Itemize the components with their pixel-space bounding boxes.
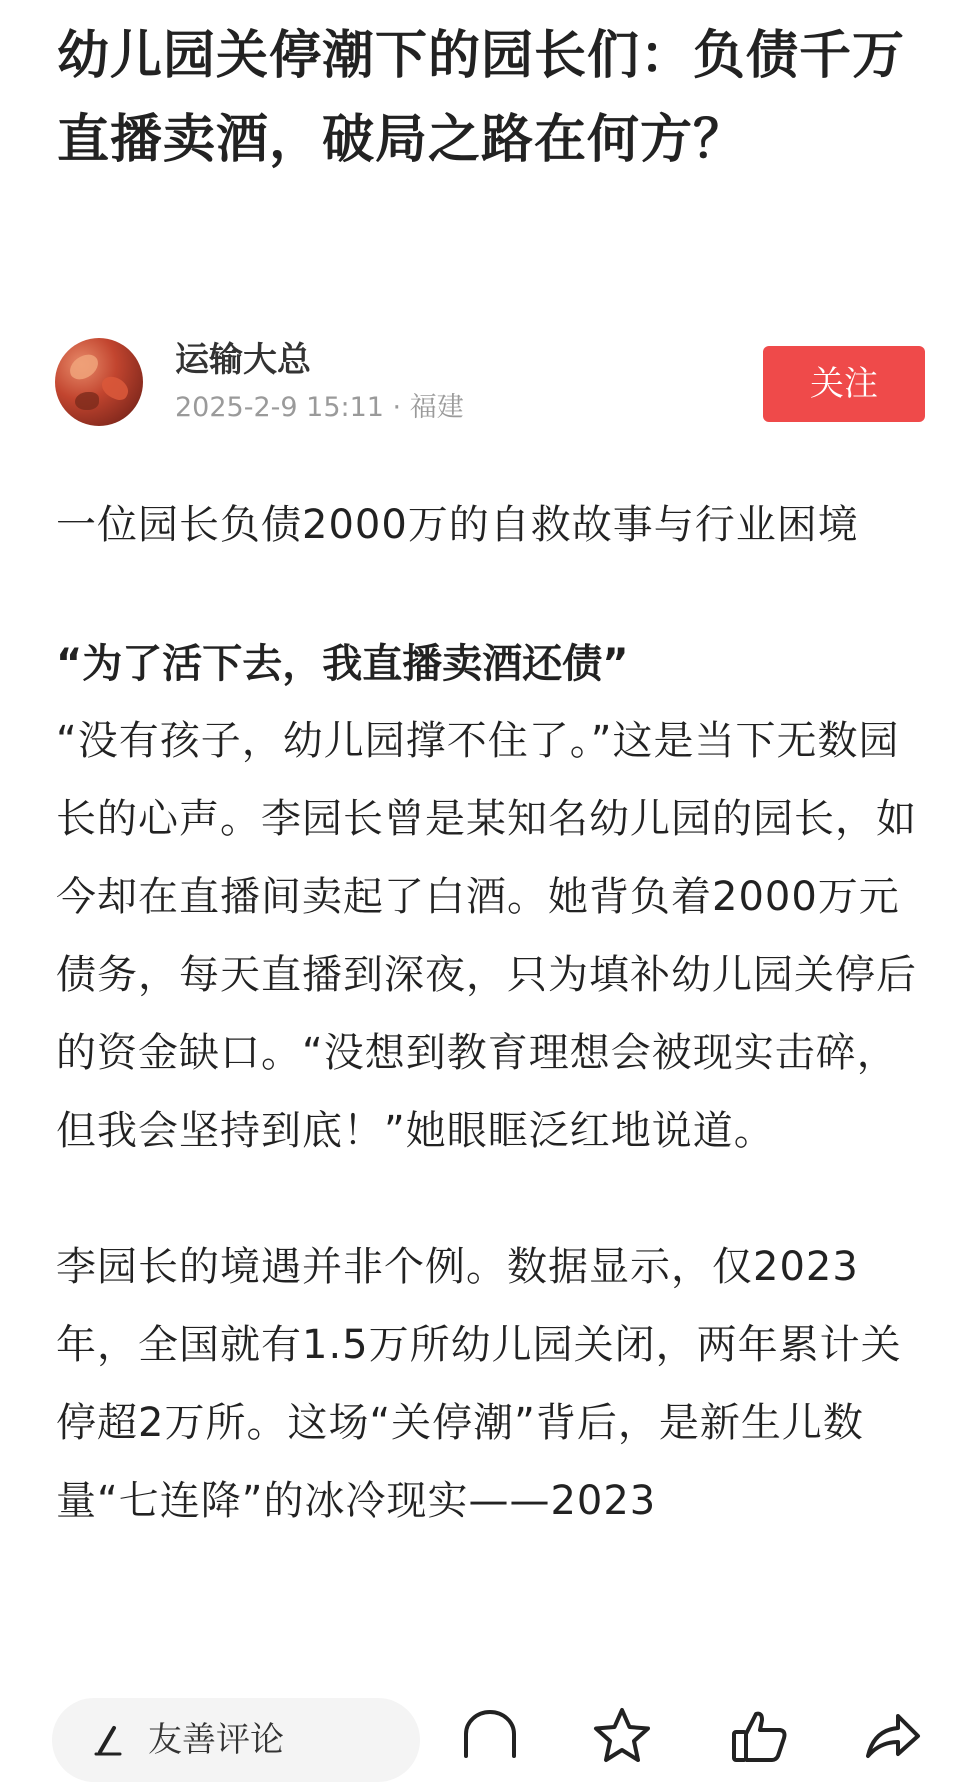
author-row [55,336,925,432]
article-intro: 一位园长负债2000万的自救故事与行业困境 [56,502,859,548]
author-name[interactable]: 运输大总 [175,340,311,380]
thumbs-up-icon[interactable] [728,1704,792,1768]
article-body [56,486,928,1540]
section-heading: “为了活下去，我直播卖酒还债” [56,641,629,687]
share-icon[interactable] [860,1704,924,1768]
bottom-fade [0,1640,978,1670]
pen-icon [88,1720,128,1760]
bottom-action-bar [0,1668,978,1783]
star-icon[interactable] [590,1704,654,1768]
post-meta: 2025-2-9 15:11 · 福建 [175,392,464,423]
comment-input[interactable] [52,1698,420,1782]
follow-button[interactable]: 关注 [763,346,925,422]
comment-placeholder: 友善评论 [148,1720,284,1760]
avatar[interactable] [55,338,143,426]
article-paragraph: 李园长的境遇并非个例。数据显示，仅2023年，全国就有1.5万所幼儿园关闭，两年累计关停超2万所。这场“关停潮”背后，是新生儿数量“七连降”的冰冷现实——2023 [56,1244,902,1524]
article-title: 幼儿园关停潮下的园长们：负债千万直播卖酒，破局之路在何方？ [57,26,906,170]
comment-icon[interactable] [458,1704,522,1768]
article-paragraph: “没有孩子，幼儿园撑不住了。”这是当下无数园长的心声。李园长曾是某知名幼儿园的园长，如今却在直播间卖起了白酒。她背负着2000万元债务，每天直播到深夜，只为填补幼儿园关停后的资金缺口。“没想到教育理想会被现实击碎，但我会坚持到底！”她眼眶泛红地说道。 [56,718,917,1154]
